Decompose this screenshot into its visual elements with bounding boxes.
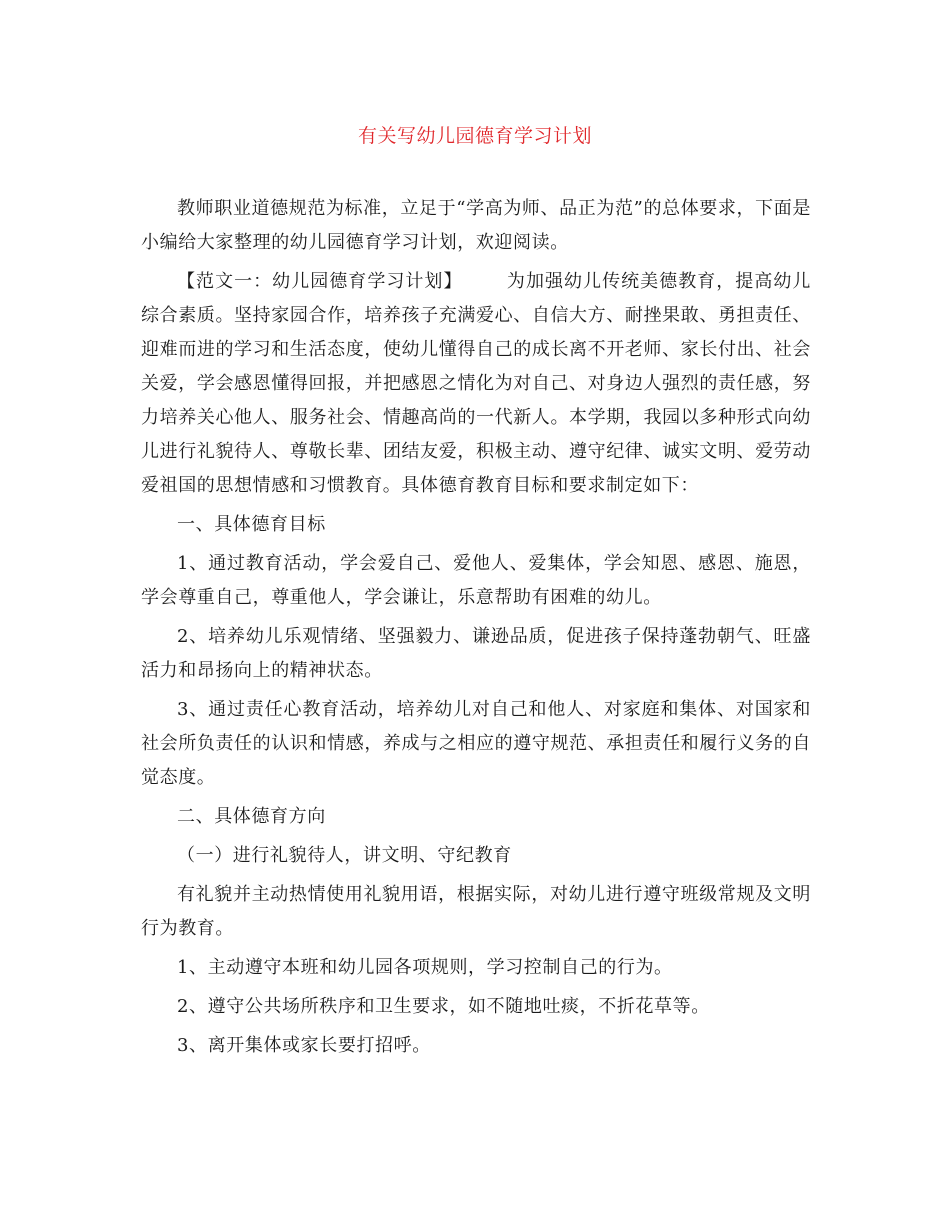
goal-item-1: 1、通过教育活动，学会爱自己、爱他人、爱集体，学会知恩、感恩、施恩，学会尊重自己，尊重他人，学会谦让，乐意帮助有困难的幼儿。 — [141, 553, 811, 608]
document-body — [141, 192, 811, 1063]
intro-paragraph: 教师职业道德规范为标准，立足于“学高为师、品正为范”的总体要求，下面是小编给大家整理的幼儿园德育学习计划，欢迎阅读。 — [141, 198, 811, 253]
document-title: 有关写幼儿园德育学习计划 — [357, 125, 592, 147]
rule-item-3: 3、离开集体或家长要打招呼。 — [177, 1035, 431, 1056]
section-paragraph — [141, 265, 811, 503]
section-body: 为加强幼儿传统美德教育，提高幼儿综合素质。坚持家园合作，培养孩子充满爱心、自信大方、耐挫果敢、勇担责任、迎难而进的学习和生活态度，使幼儿懂得自己的成长离不开老师、家长付出、社会关爱，学会感恩懂得回报，并把感恩之情化为对自己、对身边人强烈的责任感，努力培养关心他人、服务社会、情趣高尚的一代新人。本学期，我园以多种形式向幼儿进行礼貌待人、尊敬长辈、团结友爱，积极主动、遵守纪律、诚实文明、爱劳动爱祖国的思想情感和习惯教育。具体德育教育目标和要求制定如下： — [141, 271, 811, 496]
rule-item-1: 1、主动遵守本班和幼儿园各项规则，学习控制自己的行为。 — [177, 957, 673, 978]
rule-item-2: 2、遵守公共场所秩序和卫生要求，如不随地吐痰，不折花草等。 — [177, 996, 710, 1017]
direction-intro-paragraph: 有礼貌并主动热情使用礼貌用语，根据实际，对幼儿进行遵守班级常规及文明行为教育。 — [141, 884, 811, 939]
goal-item-3: 3、通过责任心教育活动，培养幼儿对自己和他人、对家庭和集体、对国家和社会所负责任的认识和情感，养成与之相应的遵守规范、承担责任和履行义务的自觉态度。 — [141, 699, 811, 788]
goal-item-2: 2、培养幼儿乐观情绪、坚强毅力、谦逊品质，促进孩子保持蓬勃朝气、旺盛活力和昂扬向上的精神状态。 — [141, 626, 811, 681]
section-heading: 【范文一：幼儿园德育学习计划】 — [177, 271, 463, 292]
heading-goals: 一、具体德育目标 — [177, 514, 326, 535]
subheading-courtesy: （一）进行礼貌待人，讲文明、守纪教育 — [177, 845, 512, 866]
heading-directions: 二、具体德育方向 — [177, 806, 326, 827]
